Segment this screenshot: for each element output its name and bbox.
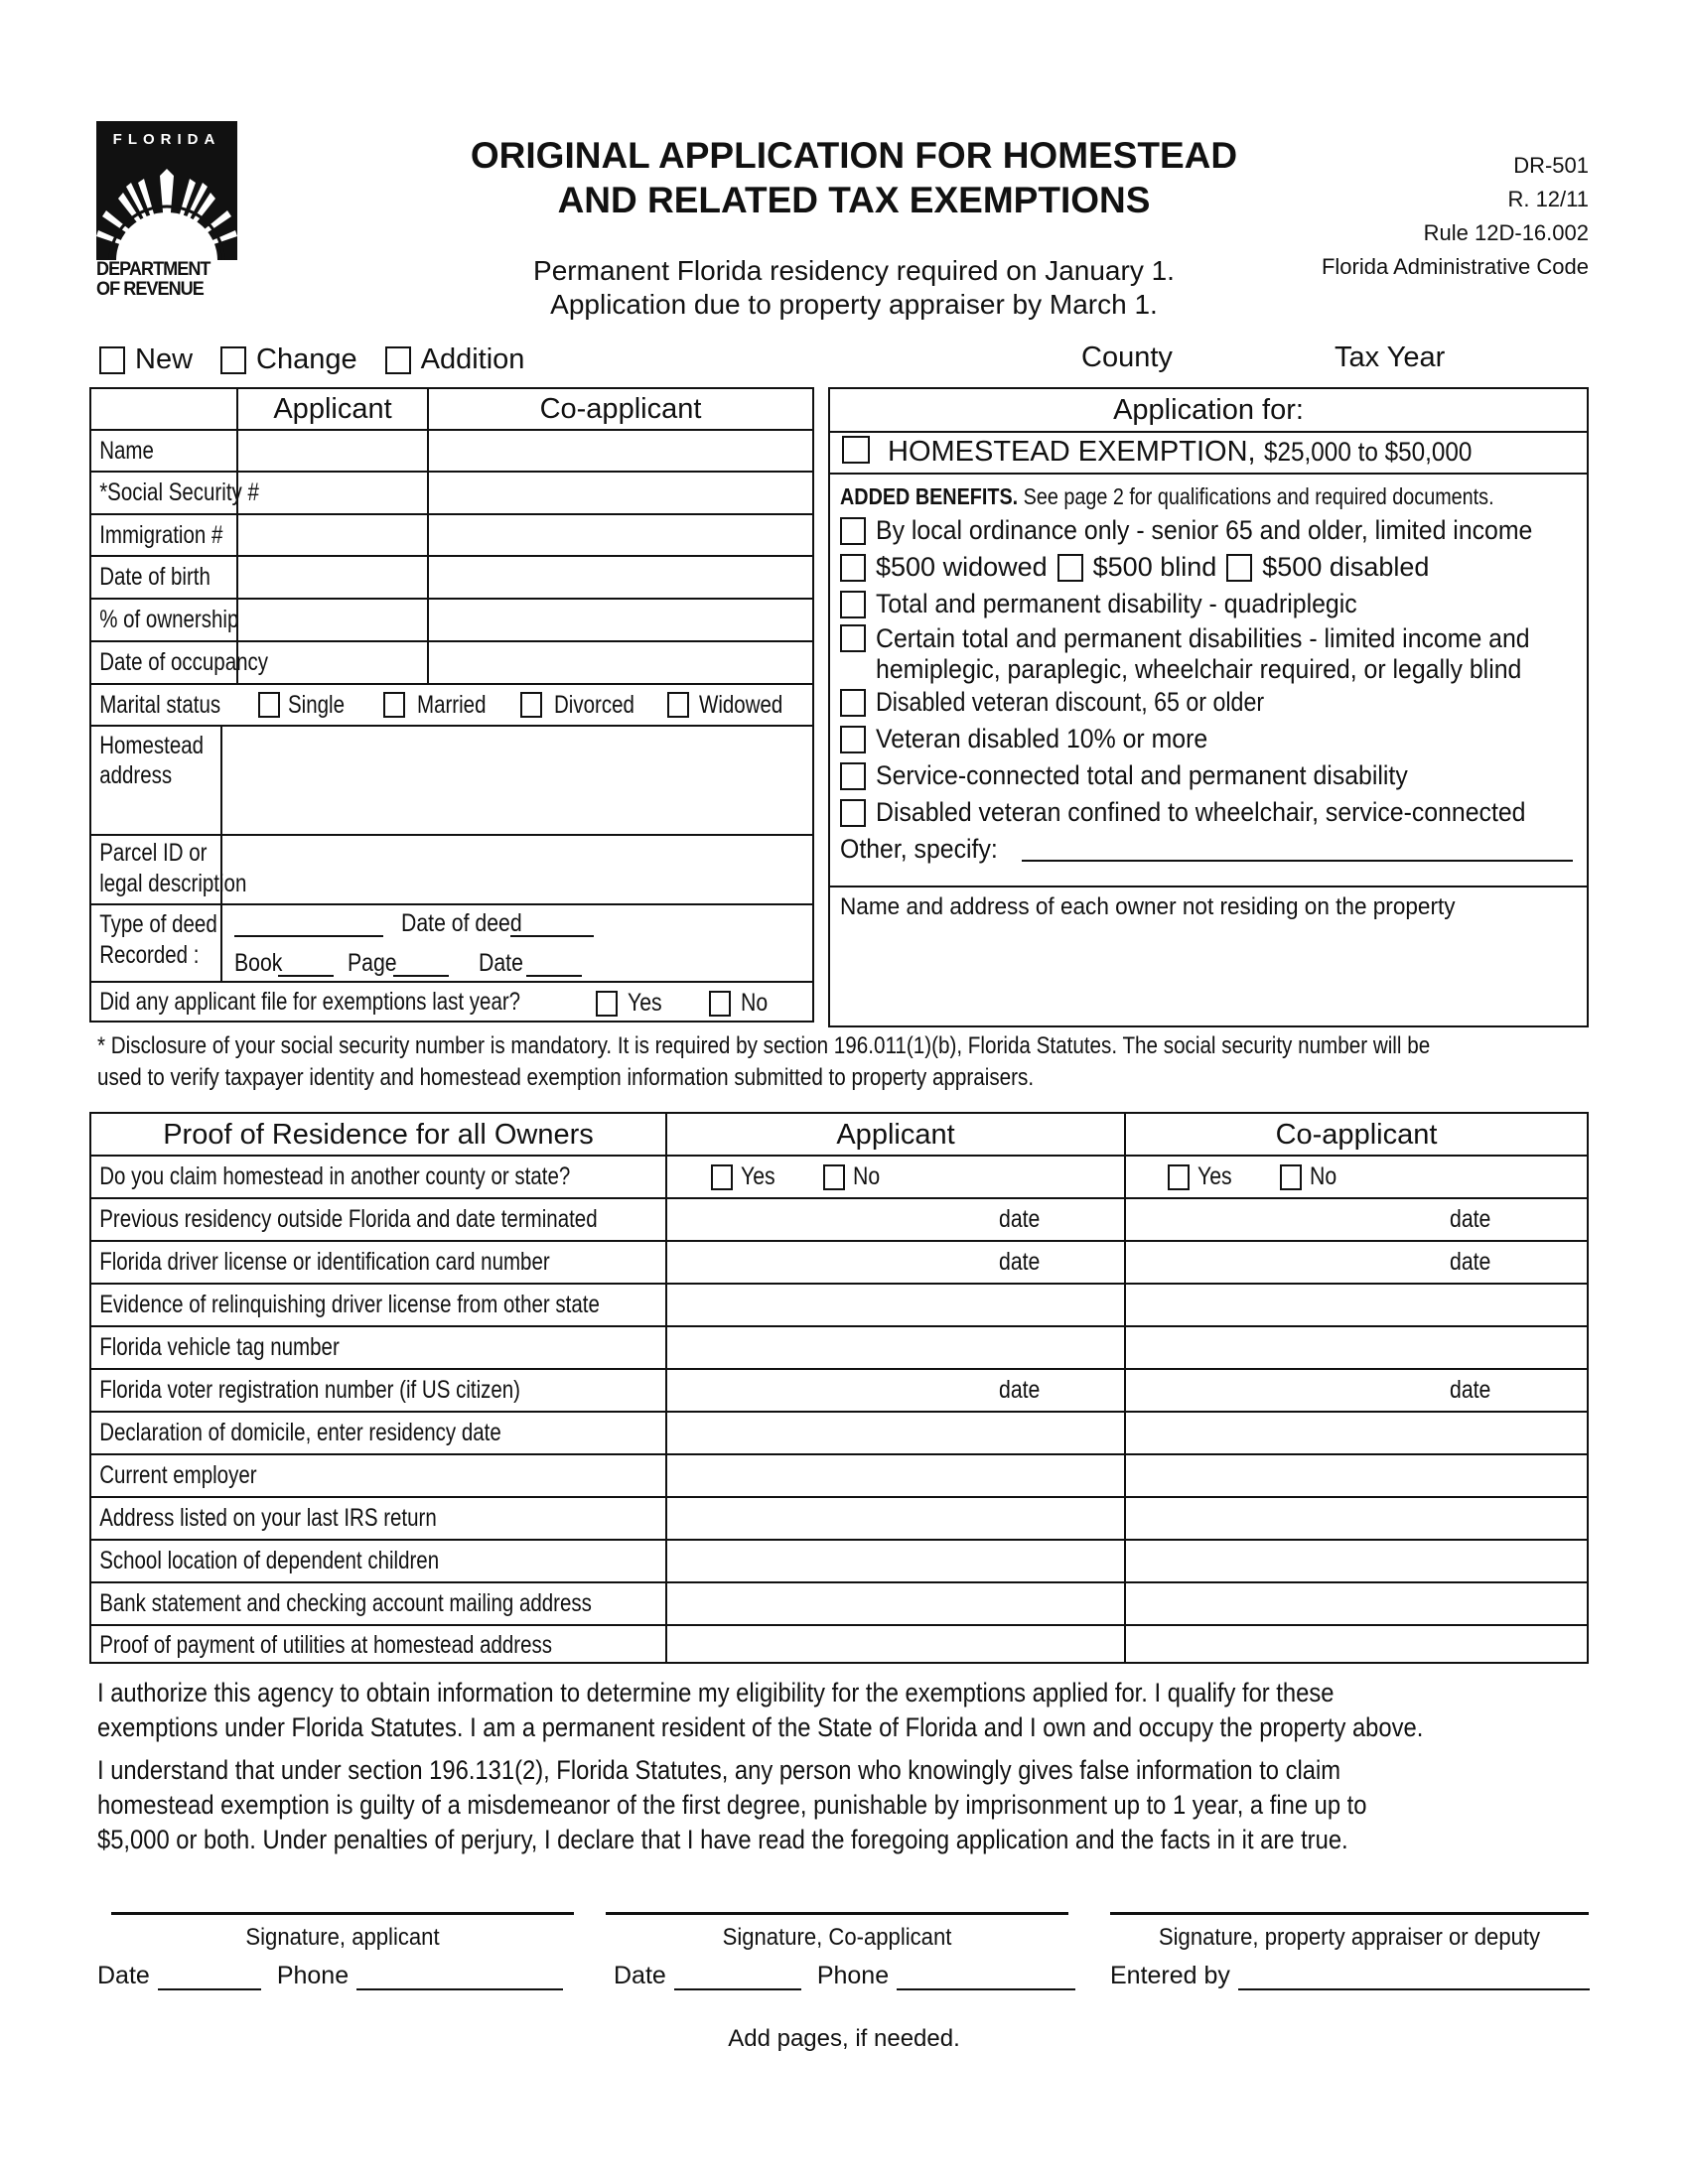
coapplicant-employer-field[interactable] <box>1124 1455 1587 1496</box>
applicant-immigration-field[interactable] <box>236 515 427 555</box>
marital-status-row: Marital status Single Married Divorced Widowed <box>91 685 812 727</box>
recorded-date-field[interactable] <box>526 953 582 977</box>
coapplicant-utilities-field[interactable] <box>1124 1626 1587 1664</box>
add-pages-note: Add pages, if needed. <box>728 2025 960 2052</box>
deed-row <box>91 905 812 983</box>
certain-disabilities-checkbox[interactable] <box>840 624 866 652</box>
veteran-discount-checkbox[interactable] <box>840 689 866 717</box>
ssn-label: *Social Security # <box>99 478 259 506</box>
coapplicant-column-header: Co-applicant <box>427 389 812 429</box>
book-field[interactable] <box>278 953 334 977</box>
last-year-row: Did any applicant file for exemptions last year? Yes No <box>91 983 812 1021</box>
table-row: Bank statement and checking account mailing address <box>91 1583 1587 1626</box>
divorced-checkbox[interactable] <box>520 692 542 718</box>
option-change[interactable]: Change <box>220 343 357 376</box>
parcel-label: Parcel ID or legal description <box>99 839 247 897</box>
other-specify-row <box>840 831 1583 867</box>
applicant-relinquish-license-field[interactable] <box>665 1285 1124 1325</box>
table-row <box>91 431 812 473</box>
form-admin-code: Florida Administrative Code <box>1321 254 1589 279</box>
immigration-label: Immigration # <box>99 520 223 549</box>
last-year-yes-checkbox[interactable] <box>596 991 618 1017</box>
authorization-statement: I authorize this agency to obtain information to determine my eligibility for the exemptions applied for. I qualify for these exemptions under Florida Statutes. I am a permanent resident of the State of Florida and I own and occupy the property above. <box>97 1678 1424 1742</box>
ssn-disclosure-note: * Disclosure of your social security number is mandatory. It is required by section 196.011(1)(b), Florida Statutes. The social security number will be used to verify taxpayer identity and homestead exemption information submitted to property appraisers. <box>97 1032 1431 1091</box>
benefit-quadriplegic[interactable]: Total and permanent disability - quadriplegic <box>840 586 1583 622</box>
applicant-ssn-field[interactable] <box>236 473 427 513</box>
application-for-panel <box>828 387 1589 1027</box>
homestead-address-label: Homestead address <box>99 732 205 789</box>
proof-column-header: Proof of Residence for all Owners <box>163 1119 594 1151</box>
page-title: ORIGINAL APPLICATION FOR HOMESTEAD AND RELATED TAX EXEMPTIONS <box>470 135 1238 220</box>
table-row: Declaration of domicile, enter residency date <box>91 1413 1587 1455</box>
table-row <box>91 515 812 557</box>
veteran-10-checkbox[interactable] <box>840 726 866 753</box>
parcel-field[interactable] <box>220 836 812 903</box>
applicant-bank-statement-field[interactable] <box>665 1583 1124 1624</box>
coapplicant-homestead-elsewhere-yes-checkbox[interactable] <box>1168 1164 1190 1190</box>
coapplicant-vehicle-tag-field[interactable] <box>1124 1327 1587 1368</box>
widowed-checkbox[interactable] <box>667 692 689 718</box>
coapplicant-signature-field[interactable] <box>606 1912 1068 1915</box>
change-checkbox[interactable] <box>220 346 246 374</box>
county-label: County <box>1081 341 1173 373</box>
applicant-voter-registration-field[interactable]: date <box>665 1370 1124 1411</box>
applicant-phone-label: Phone <box>276 1962 350 1989</box>
addition-checkbox[interactable] <box>385 346 411 374</box>
florida-dor-logo <box>96 121 237 303</box>
added-benefits-list: ADDED BENEFITS. See page 2 for qualifications and required documents. By local ordinance only - senior 65 and older, limited income $500 widowed $500 blind $500 disabled Total and permanent disability - quadriplegic Certain total and permanent disabilities - limited income and hemiplegic, paraplegic, wheelchair required, or legally blind Disabled veteran discount, 65 or older Veteran disabled 10% or more Service-connected total and permanent disability Disabled veteran confined to wheelchair, service-connected Other, specify: <box>840 480 1583 867</box>
blind-500-checkbox[interactable] <box>1057 554 1083 582</box>
form-code-block <box>1322 149 1589 284</box>
coapplicant-immigration-field[interactable] <box>427 515 812 555</box>
applicant-date-field[interactable] <box>158 1965 261 1990</box>
applicant-column-header: Applicant <box>236 389 427 429</box>
name-label: Name <box>99 436 154 465</box>
applicant-date-label: Date <box>97 1962 150 1989</box>
coapplicant-ssn-field[interactable] <box>427 473 812 513</box>
page-field[interactable] <box>393 953 449 977</box>
table-row: Proof of payment of utilities at homestead address <box>91 1626 1587 1664</box>
coapplicant-date-phone <box>614 1962 1075 1990</box>
table-row <box>91 473 812 515</box>
type-of-deed-field[interactable] <box>234 913 383 937</box>
option-new[interactable]: New <box>99 343 193 376</box>
homestead-address-field[interactable] <box>220 727 812 834</box>
option-addition[interactable]: Addition <box>385 343 525 376</box>
type-of-deed-label: Type of deed <box>99 910 217 938</box>
applicant-column-header: Applicant <box>665 1114 1124 1155</box>
appraiser-signature-field[interactable] <box>1110 1912 1589 1915</box>
coapplicant-irs-address-field[interactable] <box>1124 1498 1587 1539</box>
recorded-label: Recorded : <box>99 941 200 969</box>
application-type-options <box>99 343 542 376</box>
applicant-signature-label: Signature, applicant <box>245 1924 440 1951</box>
form-number: DR-501 <box>1513 153 1589 178</box>
coapplicant-homestead-elsewhere-no-checkbox[interactable] <box>1280 1164 1302 1190</box>
local-ordinance-checkbox[interactable] <box>840 517 866 545</box>
date-of-deed-label: Date of deed <box>401 909 522 937</box>
coapplicant-name-field[interactable] <box>427 431 812 471</box>
sunburst-logo-icon <box>96 121 237 260</box>
applicant-employer-field[interactable] <box>665 1455 1124 1496</box>
coapplicant-school-location-field[interactable] <box>1124 1541 1587 1581</box>
last-year-no-checkbox[interactable] <box>709 991 731 1017</box>
table-row: School location of dependent children <box>91 1541 1587 1583</box>
table-row: Do you claim homestead in another county or state? Yes No Yes No <box>91 1157 1587 1199</box>
applicant-previous-residency-field[interactable]: date <box>665 1199 1124 1240</box>
proof-of-residence-table <box>89 1112 1589 1664</box>
book-label: Book <box>234 949 283 977</box>
applicant-dob-field[interactable] <box>236 557 427 598</box>
widowed-500-checkbox[interactable] <box>840 554 866 582</box>
applicant-school-location-field[interactable] <box>665 1541 1124 1581</box>
benefit-veteran-10[interactable]: Veteran disabled 10% or more <box>840 721 1583 757</box>
coapplicant-previous-residency-field[interactable]: date <box>1124 1199 1587 1240</box>
benefit-certain-disabilities[interactable]: Certain total and permanent disabilities - limited income and <box>840 622 1583 654</box>
recorded-date-label: Date <box>479 949 523 977</box>
coapplicant-domicile-field[interactable] <box>1124 1413 1587 1453</box>
table-row: Florida voter registration number (if US citizen) date date <box>91 1370 1587 1413</box>
benefit-veteran-discount[interactable]: Disabled veteran discount, 65 or older <box>840 684 1583 721</box>
appraiser-signature-label: Signature, property appraiser or deputy <box>1158 1924 1541 1951</box>
applicant-domicile-field[interactable] <box>665 1413 1124 1453</box>
coapplicant-date-field[interactable] <box>674 1965 801 1990</box>
benefit-wheelchair[interactable]: Disabled veteran confined to wheelchair, service-connected <box>840 794 1583 831</box>
non-resident-owners-label: Name and address of each owner not residing on the property <box>840 893 1456 920</box>
parcel-row <box>91 836 812 905</box>
table-header-row <box>91 389 812 431</box>
applicant-homestead-elsewhere-no-checkbox[interactable] <box>823 1164 845 1190</box>
logo-department-name: DEPARTMENT OF REVENUE <box>96 259 211 300</box>
applicant-irs-address-field[interactable] <box>665 1498 1124 1539</box>
table-row <box>91 642 812 685</box>
logo-state-name: FLORIDA <box>112 131 221 148</box>
applicant-driver-license-field[interactable]: date <box>665 1242 1124 1283</box>
benefit-service-connected[interactable]: Service-connected total and permanent disability <box>840 757 1583 794</box>
tax-year-label: Tax Year <box>1335 341 1446 373</box>
applicant-phone-field[interactable] <box>356 1965 563 1990</box>
applicant-occupancy-field[interactable] <box>236 642 427 683</box>
application-for-header: Application for: <box>830 389 1587 433</box>
ownership-label: % of ownership <box>99 606 239 633</box>
applicant-info-table <box>89 387 814 1023</box>
coapplicant-relinquish-license-field[interactable] <box>1124 1285 1587 1325</box>
applicant-date-phone <box>97 1962 563 1990</box>
entered-by-field[interactable] <box>1238 1965 1590 1990</box>
coapplicant-date-label: Date <box>614 1962 666 1989</box>
date-of-deed-field[interactable] <box>510 913 594 937</box>
table-header-row <box>91 1114 1587 1157</box>
table-row: Previous residency outside Florida and date terminated date date <box>91 1199 1587 1242</box>
quadriplegic-checkbox[interactable] <box>840 591 866 618</box>
non-resident-owners-field[interactable] <box>830 886 1587 1025</box>
applicant-signature-field[interactable] <box>111 1912 574 1915</box>
disabled-500-checkbox[interactable] <box>1226 554 1252 582</box>
applicant-homestead-elsewhere-yes-checkbox[interactable] <box>711 1164 733 1190</box>
entered-by-label: Entered by <box>1110 1962 1230 1989</box>
coapplicant-ownership-field[interactable] <box>427 600 812 640</box>
coapplicant-bank-statement-field[interactable] <box>1124 1583 1587 1624</box>
homestead-address-row <box>91 727 812 836</box>
married-checkbox[interactable] <box>383 692 405 718</box>
coapplicant-signature-label: Signature, Co-applicant <box>722 1924 952 1951</box>
page-label: Page <box>348 949 397 977</box>
service-connected-checkbox[interactable] <box>840 762 866 790</box>
table-row: Address listed on your last IRS return <box>91 1498 1587 1541</box>
page-subtitle: Permanent Florida residency required on January 1. Application due to property appraiser by March 1. <box>533 255 1175 320</box>
coapplicant-occupancy-field[interactable] <box>427 642 812 683</box>
other-specify-field[interactable] <box>1022 860 1573 862</box>
perjury-statement: I understand that under section 196.131(2), Florida Statutes, any person who knowingly gives false information to claim homestead exemption is guilty of a misdemeanor of the first degree, punishable by imprisonment up to 1 year, a fine up to $5,000 or both. Under penalties of perjury, I declare that I have read the foregoing application and the facts in it are true. <box>97 1755 1367 1854</box>
applicant-utilities-field[interactable] <box>665 1626 1124 1664</box>
coapplicant-dob-field[interactable] <box>427 557 812 598</box>
single-checkbox[interactable] <box>258 692 280 718</box>
last-year-question: Did any applicant file for exemptions last year? <box>99 987 521 1016</box>
applicant-vehicle-tag-field[interactable] <box>665 1327 1124 1368</box>
coapplicant-column-header: Co-applicant <box>1124 1114 1587 1155</box>
table-row <box>91 557 812 600</box>
entered-by-row <box>1110 1962 1590 1990</box>
applicant-name-field[interactable] <box>236 431 427 471</box>
occupancy-label: Date of occupancy <box>99 648 269 676</box>
homestead-exemption-checkbox[interactable] <box>842 436 870 464</box>
marital-status-label: Marital status <box>99 690 221 719</box>
coapplicant-driver-license-field[interactable]: date <box>1124 1242 1587 1283</box>
table-row: Evidence of relinquishing driver license from other state <box>91 1285 1587 1327</box>
other-specify-label: Other, specify: <box>840 834 998 864</box>
new-checkbox[interactable] <box>99 346 125 374</box>
added-benefits-heading: ADDED BENEFITS. See page 2 for qualifications and required documents. <box>840 483 1494 509</box>
table-row <box>91 600 812 642</box>
wheelchair-checkbox[interactable] <box>840 799 866 827</box>
form-rule: Rule 12D-16.002 <box>1423 220 1589 245</box>
coapplicant-voter-registration-field[interactable]: date <box>1124 1370 1587 1411</box>
coapplicant-phone-label: Phone <box>816 1962 890 1989</box>
table-row: Florida driver license or identification card number date date <box>91 1242 1587 1285</box>
form-revision: R. 12/11 <box>1507 187 1589 211</box>
applicant-ownership-field[interactable] <box>236 600 427 640</box>
table-row: Current employer <box>91 1455 1587 1498</box>
coapplicant-phone-field[interactable] <box>897 1965 1075 1990</box>
dob-label: Date of birth <box>99 563 211 591</box>
benefit-local-ordinance[interactable]: By local ordinance only - senior 65 and older, limited income <box>840 512 1583 549</box>
homestead-exemption-option[interactable]: HOMESTEAD EXEMPTION, $25,000 to $50,000 <box>830 431 1587 475</box>
table-row: Florida vehicle tag number <box>91 1327 1587 1370</box>
benefit-500-row: $500 widowed $500 blind $500 disabled <box>840 549 1583 586</box>
